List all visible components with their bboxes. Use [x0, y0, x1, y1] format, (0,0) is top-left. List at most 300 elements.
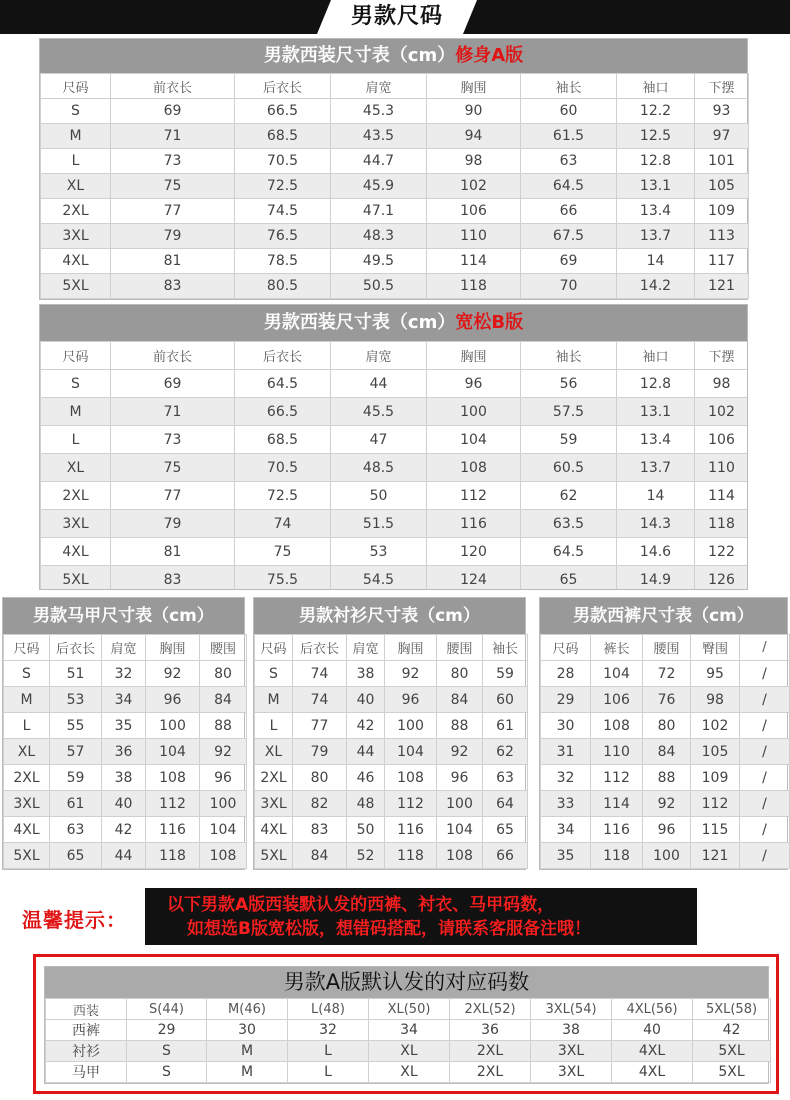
- row-label-cell: 4XL: [255, 817, 293, 843]
- table-cell: 4XL: [612, 1062, 693, 1083]
- table-cell: 44.7: [331, 149, 427, 174]
- table-cell: 66.5: [235, 398, 331, 426]
- table-cell: 92: [200, 739, 247, 765]
- table-cell: 71: [111, 124, 235, 149]
- table-cell: 78.5: [235, 249, 331, 274]
- column-header: 肩宽: [102, 635, 146, 661]
- suit-b-header: [40, 305, 747, 341]
- vest-grid: [3, 634, 247, 869]
- table-row: [41, 149, 749, 174]
- table-cell: 104: [427, 426, 521, 454]
- column-header: 胸围: [427, 74, 521, 99]
- row-label-cell: M: [41, 398, 111, 426]
- row-label-cell: S: [4, 661, 50, 687]
- column-header: 腰围: [437, 635, 483, 661]
- table-cell: 59: [483, 661, 528, 687]
- correspondence-table: [44, 966, 769, 1084]
- correspondence-title: 男款A版默认发的对应码数: [45, 967, 768, 998]
- suit-a-size-table: [39, 38, 748, 300]
- table-cell: 108: [146, 765, 200, 791]
- table-row: [255, 687, 528, 713]
- suit-b-grid: [40, 341, 748, 590]
- table-cell: 49.5: [331, 249, 427, 274]
- table-cell: 51: [50, 661, 102, 687]
- table-cell: 14.9: [617, 566, 695, 591]
- column-header: 胸围: [146, 635, 200, 661]
- row-label-cell: S: [255, 661, 293, 687]
- column-header: 肩宽: [331, 74, 427, 99]
- table-row: [41, 249, 749, 274]
- table-cell: 48: [347, 791, 385, 817]
- table-cell: 110: [695, 454, 749, 482]
- table-cell: M: [207, 1041, 288, 1062]
- row-label-cell: 马甲: [46, 1062, 127, 1083]
- column-header: 袖口: [617, 342, 695, 370]
- table-cell: 83: [111, 566, 235, 591]
- table-cell: 42: [693, 1020, 771, 1041]
- table-cell: 5XL: [693, 1041, 771, 1062]
- table-row: [46, 1041, 771, 1062]
- suit-b-title: 男款西装尺寸表（cm）: [263, 312, 456, 333]
- row-label-cell: 35: [541, 843, 591, 869]
- row-label-cell: L: [41, 426, 111, 454]
- row-label-cell: L: [4, 713, 50, 739]
- table-cell: 60: [521, 99, 617, 124]
- table-cell: 50: [347, 817, 385, 843]
- table-row: [41, 124, 749, 149]
- column-header: 袖长: [521, 74, 617, 99]
- column-header: 腰围: [200, 635, 247, 661]
- table-row: [255, 765, 528, 791]
- table-cell: 14: [617, 482, 695, 510]
- table-cell: 51.5: [331, 510, 427, 538]
- table-cell: M: [207, 1062, 288, 1083]
- table-cell: 63.5: [521, 510, 617, 538]
- table-cell: 12.8: [617, 149, 695, 174]
- table-cell: 106: [695, 426, 749, 454]
- table-row: [4, 791, 247, 817]
- table-row: [541, 817, 790, 843]
- table-cell: L: [288, 1062, 369, 1083]
- table-cell: 115: [691, 817, 740, 843]
- row-label-cell: M: [4, 687, 50, 713]
- table-cell: 96: [385, 687, 437, 713]
- table-row: [41, 274, 749, 299]
- row-label-cell: S: [41, 370, 111, 398]
- table-cell: 5XL: [693, 1062, 771, 1083]
- table-cell: 70.5: [235, 454, 331, 482]
- table-cell: 68.5: [235, 124, 331, 149]
- table-row: [255, 817, 528, 843]
- table-cell: 12.8: [617, 370, 695, 398]
- row-label-cell: XL: [255, 739, 293, 765]
- table-cell: /: [740, 817, 790, 843]
- correspondence-grid: [45, 998, 771, 1083]
- table-cell: 53: [50, 687, 102, 713]
- table-cell: 98: [427, 149, 521, 174]
- table-cell: 100: [200, 791, 247, 817]
- table-cell: 63: [521, 149, 617, 174]
- table-cell: S: [127, 1062, 207, 1083]
- column-header: 西装: [46, 999, 127, 1020]
- table-cell: 57: [50, 739, 102, 765]
- column-header: 袖长: [483, 635, 528, 661]
- table-row: [4, 739, 247, 765]
- table-cell: 108: [200, 843, 247, 869]
- table-cell: 30: [207, 1020, 288, 1041]
- table-cell: 122: [695, 538, 749, 566]
- table-cell: 50.5: [331, 274, 427, 299]
- row-label-cell: 33: [541, 791, 591, 817]
- table-cell: 74: [293, 687, 347, 713]
- table-cell: 84: [200, 687, 247, 713]
- table-cell: 54.5: [331, 566, 427, 591]
- table-cell: 80: [643, 713, 691, 739]
- table-row: [4, 687, 247, 713]
- table-cell: 65: [50, 843, 102, 869]
- table-cell: 80: [293, 765, 347, 791]
- table-cell: 64: [483, 791, 528, 817]
- table-cell: 126: [695, 566, 749, 591]
- table-cell: 104: [591, 661, 643, 687]
- table-cell: 36: [450, 1020, 531, 1041]
- table-cell: 92: [385, 661, 437, 687]
- shirt-grid: [254, 634, 528, 869]
- table-row: [41, 454, 749, 482]
- table-cell: 34: [102, 687, 146, 713]
- table-row: [255, 739, 528, 765]
- row-label-cell: M: [41, 124, 111, 149]
- table-cell: 83: [111, 274, 235, 299]
- table-cell: 109: [691, 765, 740, 791]
- top-banner: [0, 0, 790, 34]
- column-header: 2XL(52): [450, 999, 531, 1020]
- table-row: [41, 174, 749, 199]
- table-cell: 60.5: [521, 454, 617, 482]
- table-cell: /: [740, 765, 790, 791]
- table-cell: 106: [427, 199, 521, 224]
- column-header: 尺码: [4, 635, 50, 661]
- column-header: 尺码: [255, 635, 293, 661]
- row-label-cell: 4XL: [41, 249, 111, 274]
- column-header: 下摆: [695, 342, 749, 370]
- table-cell: 73: [111, 149, 235, 174]
- pants-size-table: [539, 597, 788, 870]
- shirt-size-table: [253, 597, 526, 870]
- column-header: 4XL(56): [612, 999, 693, 1020]
- table-cell: 14.2: [617, 274, 695, 299]
- table-header-row: [41, 74, 749, 99]
- table-cell: 64.5: [521, 538, 617, 566]
- table-row: [46, 1062, 771, 1083]
- table-row: [541, 791, 790, 817]
- table-cell: 44: [102, 843, 146, 869]
- suit-a-title: 男款西装尺寸表（cm）: [263, 45, 456, 66]
- table-cell: 84: [437, 687, 483, 713]
- table-row: [46, 1020, 771, 1041]
- table-cell: 12.2: [617, 99, 695, 124]
- page-title: 男款尺码: [350, 4, 443, 29]
- column-header: 袖长: [521, 342, 617, 370]
- table-cell: /: [740, 791, 790, 817]
- row-label-cell: 3XL: [41, 510, 111, 538]
- table-cell: 102: [691, 713, 740, 739]
- table-cell: 79: [111, 224, 235, 249]
- table-row: [255, 843, 528, 869]
- table-cell: 117: [695, 249, 749, 274]
- table-cell: 118: [427, 274, 521, 299]
- table-cell: 13.1: [617, 174, 695, 199]
- table-cell: 52: [347, 843, 385, 869]
- table-cell: 96: [427, 370, 521, 398]
- table-cell: 92: [437, 739, 483, 765]
- table-cell: 95: [691, 661, 740, 687]
- table-cell: 75: [235, 538, 331, 566]
- table-cell: 77: [111, 482, 235, 510]
- table-cell: 112: [146, 791, 200, 817]
- table-cell: 70: [521, 274, 617, 299]
- table-header-row: [255, 635, 528, 661]
- table-row: [41, 99, 749, 124]
- table-cell: 97: [695, 124, 749, 149]
- table-cell: 83: [293, 817, 347, 843]
- table-row: [255, 713, 528, 739]
- table-cell: 40: [102, 791, 146, 817]
- table-cell: 116: [427, 510, 521, 538]
- column-header: 尺码: [41, 342, 111, 370]
- row-label-cell: XL: [4, 739, 50, 765]
- table-row: [41, 398, 749, 426]
- row-label-cell: 西裤: [46, 1020, 127, 1041]
- table-cell: 64.5: [521, 174, 617, 199]
- table-cell: 100: [385, 713, 437, 739]
- table-cell: XL: [369, 1041, 450, 1062]
- table-cell: 38: [347, 661, 385, 687]
- table-cell: 13.1: [617, 398, 695, 426]
- table-cell: 62: [521, 482, 617, 510]
- table-cell: /: [740, 739, 790, 765]
- row-label-cell: 5XL: [255, 843, 293, 869]
- pants-grid: [540, 634, 790, 869]
- table-cell: 47: [331, 426, 427, 454]
- table-cell: 38: [102, 765, 146, 791]
- table-row: [4, 661, 247, 687]
- table-cell: 76.5: [235, 224, 331, 249]
- vest-header: [3, 598, 244, 634]
- table-cell: 66: [521, 199, 617, 224]
- row-label-cell: 28: [541, 661, 591, 687]
- table-cell: 55: [50, 713, 102, 739]
- row-label-cell: 5XL: [41, 566, 111, 591]
- table-cell: /: [740, 843, 790, 869]
- table-cell: 108: [385, 765, 437, 791]
- table-row: [41, 566, 749, 591]
- table-row: [541, 661, 790, 687]
- table-cell: 118: [695, 510, 749, 538]
- row-label-cell: 2XL: [41, 482, 111, 510]
- table-cell: 84: [293, 843, 347, 869]
- table-row: [41, 482, 749, 510]
- table-row: [541, 739, 790, 765]
- table-cell: 60: [483, 687, 528, 713]
- column-header: 下摆: [695, 74, 749, 99]
- table-cell: 64.5: [235, 370, 331, 398]
- row-label-cell: 4XL: [4, 817, 50, 843]
- table-cell: 59: [521, 426, 617, 454]
- table-cell: 116: [146, 817, 200, 843]
- table-cell: /: [740, 713, 790, 739]
- table-cell: 110: [427, 224, 521, 249]
- table-cell: 116: [385, 817, 437, 843]
- table-cell: 13.7: [617, 224, 695, 249]
- row-label-cell: L: [255, 713, 293, 739]
- table-row: [41, 510, 749, 538]
- column-header: 臀围: [691, 635, 740, 661]
- column-header: 袖口: [617, 74, 695, 99]
- row-label-cell: 3XL: [41, 224, 111, 249]
- row-label-cell: 衬衫: [46, 1041, 127, 1062]
- column-header: 尺码: [41, 74, 111, 99]
- suit-a-grid: [40, 73, 749, 299]
- suit-b-tag: 宽松B版: [455, 312, 524, 333]
- table-cell: 106: [591, 687, 643, 713]
- table-cell: /: [740, 661, 790, 687]
- table-cell: 32: [288, 1020, 369, 1041]
- suit-a-tag: 修身A版: [455, 45, 524, 66]
- table-cell: 66.5: [235, 99, 331, 124]
- table-cell: 79: [111, 510, 235, 538]
- row-label-cell: 2XL: [41, 199, 111, 224]
- table-row: [41, 426, 749, 454]
- table-row: [255, 661, 528, 687]
- table-cell: 124: [427, 566, 521, 591]
- row-label-cell: M: [255, 687, 293, 713]
- table-row: [541, 765, 790, 791]
- table-cell: 74.5: [235, 199, 331, 224]
- table-cell: 105: [691, 739, 740, 765]
- table-cell: 96: [200, 765, 247, 791]
- table-cell: 74: [235, 510, 331, 538]
- table-cell: 118: [385, 843, 437, 869]
- table-cell: 92: [643, 791, 691, 817]
- table-row: [4, 713, 247, 739]
- table-cell: 112: [427, 482, 521, 510]
- vest-title: 男款马甲尺寸表（cm）: [33, 606, 214, 626]
- table-cell: 84: [643, 739, 691, 765]
- table-cell: 48.3: [331, 224, 427, 249]
- table-cell: 50: [331, 482, 427, 510]
- table-row: [41, 370, 749, 398]
- column-header: 后衣长: [50, 635, 102, 661]
- table-cell: 63: [483, 765, 528, 791]
- row-label-cell: 2XL: [4, 765, 50, 791]
- table-cell: 81: [111, 538, 235, 566]
- table-cell: 35: [102, 713, 146, 739]
- table-cell: 48.5: [331, 454, 427, 482]
- correspondence-frame: [33, 954, 779, 1094]
- table-cell: 32: [102, 661, 146, 687]
- table-cell: 101: [695, 149, 749, 174]
- table-row: [4, 817, 247, 843]
- table-cell: 100: [146, 713, 200, 739]
- table-cell: 116: [591, 817, 643, 843]
- tip-line-1: 以下男款A版西装默认发的西裤、衬衣、马甲码数，: [167, 895, 555, 915]
- shirt-header: [254, 598, 525, 634]
- table-cell: 96: [643, 817, 691, 843]
- table-row: [41, 224, 749, 249]
- column-header: M(46): [207, 999, 288, 1020]
- table-cell: 45.3: [331, 99, 427, 124]
- suit-a-header: [40, 39, 747, 73]
- row-label-cell: 5XL: [41, 274, 111, 299]
- table-cell: 74: [293, 661, 347, 687]
- table-cell: 40: [612, 1020, 693, 1041]
- table-cell: /: [740, 687, 790, 713]
- table-cell: 61: [50, 791, 102, 817]
- table-cell: 110: [591, 739, 643, 765]
- table-cell: 40: [347, 687, 385, 713]
- table-cell: 69: [111, 99, 235, 124]
- table-cell: 75: [111, 174, 235, 199]
- table-cell: 69: [111, 370, 235, 398]
- table-cell: 63: [50, 817, 102, 843]
- table-cell: 112: [691, 791, 740, 817]
- column-header: 5XL(58): [693, 999, 771, 1020]
- table-cell: 14.6: [617, 538, 695, 566]
- table-header-row: [41, 342, 749, 370]
- table-cell: 90: [427, 99, 521, 124]
- column-header: 前衣长: [111, 74, 235, 99]
- table-cell: 96: [437, 765, 483, 791]
- table-cell: 44: [331, 370, 427, 398]
- column-header: 尺码: [541, 635, 591, 661]
- table-cell: 96: [146, 687, 200, 713]
- table-row: [4, 843, 247, 869]
- column-header: 裤长: [591, 635, 643, 661]
- table-cell: 80: [200, 661, 247, 687]
- table-cell: 104: [385, 739, 437, 765]
- table-cell: 113: [695, 224, 749, 249]
- table-cell: 114: [695, 482, 749, 510]
- table-cell: 45.5: [331, 398, 427, 426]
- column-header: S(44): [127, 999, 207, 1020]
- table-cell: 120: [427, 538, 521, 566]
- column-header: 后衣长: [235, 342, 331, 370]
- row-label-cell: 5XL: [4, 843, 50, 869]
- table-cell: 104: [200, 817, 247, 843]
- table-cell: 13.4: [617, 426, 695, 454]
- table-cell: 100: [437, 791, 483, 817]
- row-label-cell: 2XL: [255, 765, 293, 791]
- table-row: [541, 843, 790, 869]
- table-cell: 45.9: [331, 174, 427, 199]
- table-cell: 94: [427, 124, 521, 149]
- table-cell: 98: [691, 687, 740, 713]
- table-cell: 88: [200, 713, 247, 739]
- tip-line-2: 如想选B版宽松版，想错码搭配，请联系客服备注哦！: [187, 919, 591, 939]
- table-cell: 36: [102, 739, 146, 765]
- table-cell: 72.5: [235, 174, 331, 199]
- row-label-cell: 3XL: [255, 791, 293, 817]
- row-label-cell: 32: [541, 765, 591, 791]
- table-cell: 82: [293, 791, 347, 817]
- row-label-cell: 30: [541, 713, 591, 739]
- table-cell: 62: [483, 739, 528, 765]
- table-cell: 59: [50, 765, 102, 791]
- row-label-cell: 31: [541, 739, 591, 765]
- table-row: [541, 713, 790, 739]
- table-cell: 108: [427, 454, 521, 482]
